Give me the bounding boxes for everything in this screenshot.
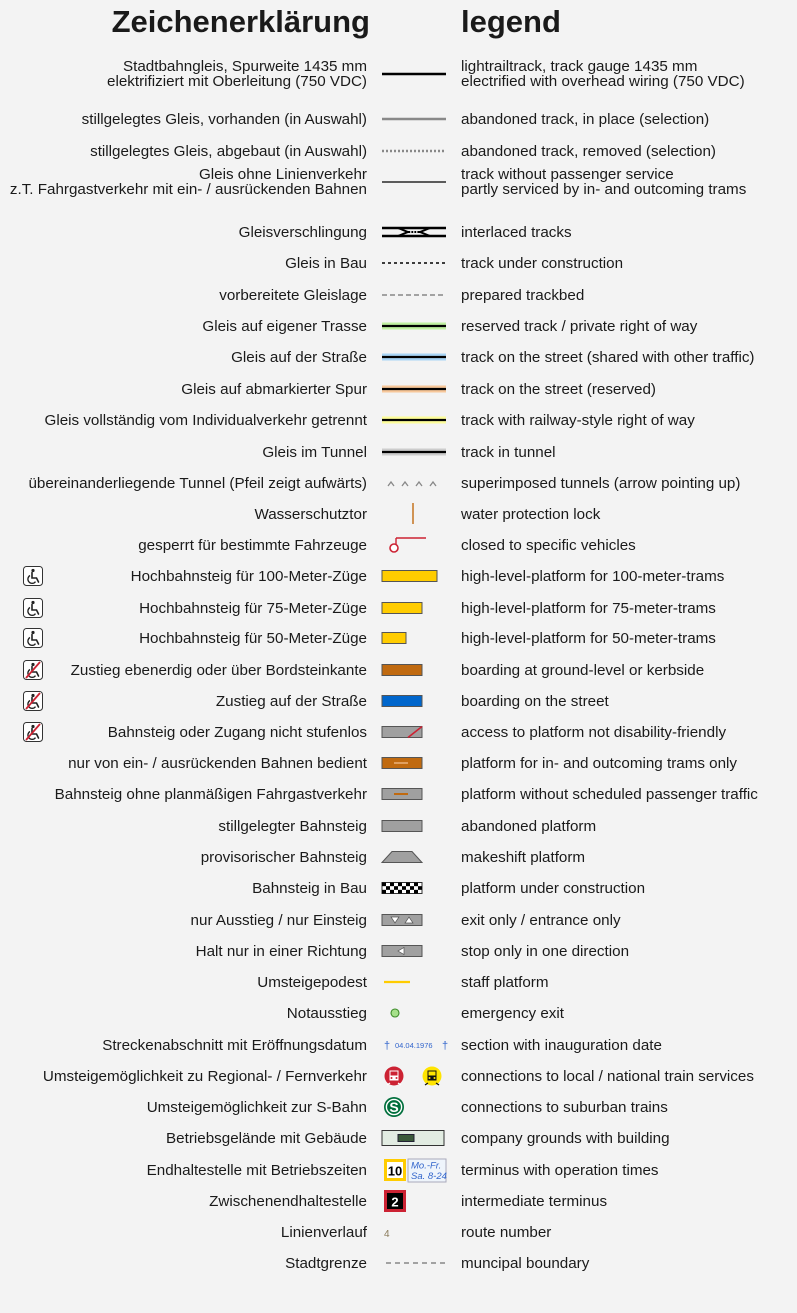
legend-row-platform-no-schedule bbox=[0, 779, 797, 809]
label-de bbox=[43, 1061, 367, 1091]
label-en-line: platform for in- and outcoming trams only bbox=[461, 754, 738, 772]
legend-row-platform-ground bbox=[0, 655, 797, 685]
legend-row-platform-abandoned bbox=[0, 811, 797, 841]
no-wheelchair-icon bbox=[23, 691, 43, 711]
s-bahn-symbol bbox=[380, 1092, 448, 1122]
label-en-line: boarding at ground-level or kerbside bbox=[461, 661, 705, 679]
label-en-line: abandoned platform bbox=[461, 817, 597, 835]
label-en-line: boarding on the street bbox=[461, 692, 609, 710]
legend-row-platform-50 bbox=[0, 623, 797, 653]
track-no-service-symbol bbox=[380, 167, 448, 197]
label-en-line: platform under construction bbox=[461, 879, 646, 897]
legend-row-one-direction bbox=[0, 936, 797, 966]
label-de bbox=[216, 686, 367, 716]
label-de bbox=[285, 1248, 367, 1278]
legend-row-track-removed bbox=[0, 136, 797, 166]
label-de-line: Endhaltestelle mit Betriebszeiten bbox=[146, 1161, 367, 1179]
legend-row-platform-makeshift bbox=[0, 842, 797, 872]
platform-100-symbol bbox=[380, 561, 448, 591]
emergency-exit-symbol bbox=[380, 998, 448, 1028]
label-de-line: Gleis in Bau bbox=[285, 254, 367, 272]
label-en-line: muncipal boundary bbox=[461, 1254, 590, 1272]
label-en-line: track under construction bbox=[461, 254, 624, 272]
label-de-line: vorbereitete Gleislage bbox=[219, 286, 367, 304]
legend-row-track-separated bbox=[0, 405, 797, 435]
platform-50-symbol bbox=[380, 623, 448, 653]
label-en bbox=[461, 811, 596, 841]
intermediate-line-number: 2 bbox=[391, 1194, 399, 1210]
label-de-line: Zwischenendhaltestelle bbox=[209, 1192, 367, 1210]
legend-row-terminus bbox=[0, 1155, 797, 1185]
label-en-line: reserved track / private right of way bbox=[461, 317, 698, 335]
train-connections-symbol bbox=[380, 1061, 448, 1091]
label-en bbox=[461, 136, 716, 166]
label-de bbox=[90, 136, 367, 166]
label-en-line: access to platform not disability-friendly bbox=[461, 723, 727, 741]
label-en-line: makeshift platform bbox=[461, 848, 586, 866]
track-reserved-symbol bbox=[380, 311, 448, 341]
label-en-line: high-level-platform for 75-meter-trams bbox=[461, 599, 716, 617]
track-abandoned-symbol bbox=[380, 104, 448, 134]
label-de bbox=[166, 1123, 367, 1153]
label-de-line: Gleisverschlingung bbox=[238, 223, 367, 241]
label-en bbox=[461, 1217, 551, 1247]
label-de-line: Wasserschutztor bbox=[254, 505, 367, 523]
label-de-line: Umsteigepodest bbox=[257, 973, 367, 991]
label-de-line: Linienverlauf bbox=[280, 1223, 367, 1241]
label-en-line: high-level-platform for 50-meter-trams bbox=[461, 629, 716, 647]
label-de bbox=[201, 842, 367, 872]
label-en bbox=[461, 967, 549, 997]
label-de bbox=[139, 623, 367, 653]
label-en-line: track with railway-style right of way bbox=[461, 411, 695, 429]
s-bahn-glyph: S bbox=[389, 1099, 399, 1115]
legend-row-platform-not-accessible bbox=[0, 717, 797, 747]
label-en bbox=[461, 1030, 662, 1060]
label-de-line: Gleis auf abmarkierter Spur bbox=[181, 380, 367, 398]
label-en bbox=[461, 1092, 668, 1122]
label-en-line: emergency exit bbox=[461, 1004, 564, 1022]
label-en-line: high-level-platform for 100-meter-trams bbox=[461, 567, 725, 585]
label-de bbox=[209, 1186, 367, 1216]
label-en bbox=[461, 1123, 670, 1153]
label-en bbox=[461, 405, 695, 435]
label-en bbox=[461, 686, 609, 716]
label-en-line: superimposed tunnels (arrow pointing up) bbox=[461, 474, 741, 492]
label-en bbox=[461, 104, 709, 134]
label-de-line: Stadtgrenze bbox=[285, 1254, 367, 1272]
terminus-symbol bbox=[380, 1155, 448, 1185]
label-en-line: stop only in one direction bbox=[461, 942, 630, 960]
label-de bbox=[219, 280, 367, 310]
platform-in-out-symbol bbox=[380, 748, 448, 778]
label-de bbox=[10, 167, 367, 197]
track-construction-symbol bbox=[380, 248, 448, 278]
label-de-line: Hochbahnsteig für 100-Meter-Züge bbox=[130, 567, 367, 585]
label-en-line: section with inauguration date bbox=[461, 1036, 662, 1054]
legend-row-track-reserved bbox=[0, 311, 797, 341]
label-de bbox=[71, 655, 367, 685]
label-de-line: Halt nur in einer Richtung bbox=[195, 942, 367, 960]
label-en-line: prepared trackbed bbox=[461, 286, 585, 304]
label-de-line: z.T. Fahrgastverkehr mit ein- / ausrückenden Bahnen bbox=[9, 181, 367, 198]
label-en bbox=[461, 1155, 659, 1185]
label-de-line: Hochbahnsteig für 50-Meter-Züge bbox=[139, 629, 367, 647]
platform-ground-symbol bbox=[380, 655, 448, 685]
label-en-line: staff platform bbox=[461, 973, 549, 991]
label-en-line: connections to local / national train services bbox=[461, 1067, 754, 1085]
label-de bbox=[82, 104, 367, 134]
intermediate-terminus-symbol bbox=[380, 1186, 448, 1216]
legend-row-track-marked bbox=[0, 374, 797, 404]
terminus-line-number: 10 bbox=[387, 1163, 403, 1179]
label-de-line: Umsteigemöglichkeit zu Regional- / Fernverkehr bbox=[42, 1067, 367, 1085]
label-en-line: water protection lock bbox=[461, 505, 601, 523]
route-number-glyph: 4 bbox=[384, 1229, 390, 1240]
label-en bbox=[461, 468, 740, 498]
legend-row-track-street bbox=[0, 342, 797, 372]
label-en bbox=[461, 59, 745, 89]
label-de-line: stillgelegter Bahnsteig bbox=[218, 817, 367, 835]
legend-row-track-construction bbox=[0, 248, 797, 278]
label-de-line: nur von ein- / ausrückenden Bahnen bedient bbox=[68, 754, 367, 772]
label-en bbox=[461, 623, 716, 653]
legend-row-platform-100 bbox=[0, 561, 797, 591]
legend-row-tunnels-superimposed bbox=[0, 468, 797, 498]
label-de-line: Stadtbahngleis, Spurweite 1435 mm bbox=[123, 58, 367, 75]
track-street-symbol bbox=[380, 342, 448, 372]
label-de bbox=[202, 311, 367, 341]
label-en-line: partly serviced by in- and outcoming trams bbox=[461, 181, 747, 198]
label-de bbox=[257, 967, 367, 997]
label-en-line: route number bbox=[461, 1223, 552, 1241]
route-number-symbol bbox=[380, 1217, 448, 1247]
label-de bbox=[262, 437, 367, 467]
label-de-line: Gleis auf der Straße bbox=[231, 348, 367, 366]
label-de bbox=[28, 468, 367, 498]
label-de-line: Hochbahnsteig für 75-Meter-Züge bbox=[139, 599, 367, 617]
label-de-line: übereinanderliegende Tunnel (Pfeil zeigt aufwärts) bbox=[28, 474, 367, 492]
label-en-line: company grounds with building bbox=[461, 1129, 670, 1147]
tunnels-superimposed-symbol bbox=[380, 468, 448, 498]
legend-row-track-electrified bbox=[0, 59, 797, 89]
interlaced-symbol bbox=[380, 217, 448, 247]
label-de-line: Streckenabschnitt mit Eröffnungsdatum bbox=[102, 1036, 367, 1054]
label-de bbox=[196, 936, 367, 966]
title-german: Zeichenerklärung bbox=[111, 4, 370, 39]
track-electrified-symbol bbox=[380, 59, 448, 89]
legend-row-track-tunnel bbox=[0, 437, 797, 467]
label-de bbox=[281, 1217, 367, 1247]
legend-row-platform-construction bbox=[0, 873, 797, 903]
legend-row-water-lock bbox=[0, 499, 797, 529]
wheelchair-icon bbox=[23, 598, 43, 618]
platform-street-symbol bbox=[380, 686, 448, 716]
boundary-symbol bbox=[380, 1248, 448, 1278]
label-en bbox=[461, 936, 629, 966]
legend-row-train-connections bbox=[0, 1061, 797, 1091]
label-en bbox=[461, 311, 697, 341]
label-de bbox=[285, 248, 367, 278]
label-de-line: Gleis ohne Linienverkehr bbox=[198, 166, 367, 183]
label-de-line: Notausstieg bbox=[286, 1004, 367, 1022]
one-direction-symbol bbox=[380, 936, 448, 966]
legend-row-staff-platform bbox=[0, 967, 797, 997]
track-tunnel-symbol bbox=[380, 437, 448, 467]
label-de bbox=[102, 1030, 367, 1060]
label-en-line: exit only / entrance only bbox=[461, 911, 621, 929]
platform-not-accessible-symbol bbox=[380, 717, 448, 747]
company-grounds-symbol bbox=[380, 1123, 448, 1153]
label-en-line: abandoned track, removed (selection) bbox=[461, 142, 716, 160]
label-de bbox=[107, 59, 367, 89]
label-de bbox=[191, 905, 367, 935]
label-en bbox=[461, 1248, 589, 1278]
legend-row-track-no-service bbox=[0, 167, 797, 197]
label-en bbox=[461, 1186, 607, 1216]
legend-row-emergency-exit bbox=[0, 998, 797, 1028]
label-en bbox=[461, 655, 704, 685]
label-de-line: Betriebsgelände mit Gebäude bbox=[166, 1129, 367, 1147]
legend-row-company-grounds bbox=[0, 1123, 797, 1153]
label-de bbox=[181, 374, 367, 404]
legend-row-boundary bbox=[0, 1248, 797, 1278]
track-marked-symbol bbox=[380, 374, 448, 404]
platform-abandoned-symbol bbox=[380, 811, 448, 841]
track-prepared-symbol bbox=[380, 280, 448, 310]
label-en bbox=[461, 530, 636, 560]
label-en-line: electrified with overhead wiring (750 VDC) bbox=[461, 73, 745, 90]
label-en-line: terminus with operation times bbox=[461, 1161, 659, 1179]
label-de-line: Bahnsteig in Bau bbox=[252, 879, 367, 897]
label-en-line: interlaced tracks bbox=[461, 223, 572, 241]
label-de-line: stillgelegtes Gleis, vorhanden (in Auswahl) bbox=[81, 110, 367, 128]
label-de bbox=[252, 873, 367, 903]
label-de bbox=[68, 748, 367, 778]
label-en bbox=[461, 748, 737, 778]
label-de-line: Gleis im Tunnel bbox=[262, 443, 367, 461]
label-de-line: Umsteigemöglichkeit zur S-Bahn bbox=[146, 1098, 367, 1116]
exit-entrance-symbol bbox=[380, 905, 448, 935]
label-de-line: Gleis auf eigener Trasse bbox=[202, 317, 367, 335]
platform-75-symbol bbox=[380, 593, 448, 623]
legend-row-platform-75 bbox=[0, 593, 797, 623]
legend-row-track-prepared bbox=[0, 280, 797, 310]
label-en-line: track without passenger service bbox=[461, 166, 674, 183]
track-separated-symbol bbox=[380, 405, 448, 435]
label-en-line: connections to suburban trains bbox=[461, 1098, 668, 1116]
label-en bbox=[461, 561, 724, 591]
svg-text:†: † bbox=[384, 1040, 391, 1052]
water-lock-symbol bbox=[380, 499, 448, 529]
terminus-times-1: Mo.-Fr. bbox=[411, 1160, 442, 1172]
label-de-line: elektrifiziert mit Oberleitung (750 VDC) bbox=[107, 73, 367, 90]
label-de bbox=[231, 342, 367, 372]
label-en bbox=[461, 998, 564, 1028]
label-de-line: nur Ausstieg / nur Einsteig bbox=[190, 911, 367, 929]
label-en bbox=[461, 374, 656, 404]
label-en bbox=[461, 905, 621, 935]
label-de-line: Bahnsteig oder Zugang nicht stufenlos bbox=[107, 723, 367, 741]
label-de-line: Gleis vollständig vom Individualverkehr getrennt bbox=[44, 411, 367, 429]
inauguration-date-text: 04.04.1976 bbox=[395, 1041, 433, 1050]
closed-vehicles-symbol bbox=[380, 530, 448, 560]
label-de bbox=[131, 561, 367, 591]
label-en-line: platform without scheduled passenger traffic bbox=[461, 785, 758, 803]
label-de bbox=[254, 499, 367, 529]
label-en bbox=[461, 873, 645, 903]
platform-construction-symbol bbox=[380, 873, 448, 903]
label-en bbox=[461, 437, 556, 467]
no-wheelchair-icon bbox=[23, 660, 43, 680]
legend-row-interlaced bbox=[0, 217, 797, 247]
label-de-line: Zustieg ebenerdig oder über Bordsteinkante bbox=[70, 661, 367, 679]
label-en bbox=[461, 248, 623, 278]
label-en bbox=[461, 217, 572, 247]
staff-platform-symbol bbox=[380, 967, 448, 997]
label-en-line: closed to specific vehicles bbox=[461, 536, 636, 554]
label-en bbox=[461, 842, 585, 872]
label-de-line: Zustieg auf der Straße bbox=[215, 692, 367, 710]
legend-row-track-abandoned bbox=[0, 104, 797, 134]
label-de-line: stillgelegtes Gleis, abgebaut (in Auswahl) bbox=[90, 142, 367, 160]
label-en bbox=[461, 779, 758, 809]
label-en bbox=[461, 280, 584, 310]
legend-row-inauguration-date bbox=[0, 1030, 797, 1060]
label-en bbox=[461, 167, 746, 197]
label-en-line: abandoned track, in place (selection) bbox=[461, 110, 710, 128]
label-de-line: provisorischer Bahnsteig bbox=[200, 848, 367, 866]
label-en bbox=[461, 342, 754, 372]
track-removed-symbol bbox=[380, 136, 448, 166]
wheelchair-icon bbox=[23, 628, 43, 648]
label-en-line: track in tunnel bbox=[461, 443, 556, 461]
label-de bbox=[138, 530, 367, 560]
label-de-line: Bahnsteig ohne planmäßigen Fahrgastverkehr bbox=[54, 785, 367, 803]
legend-row-platform-in-out bbox=[0, 748, 797, 778]
platform-no-schedule-symbol bbox=[380, 779, 448, 809]
legend-row-route-number bbox=[0, 1217, 797, 1247]
label-de bbox=[147, 1092, 367, 1122]
legend-row-exit-entrance bbox=[0, 905, 797, 935]
terminus-times-2: Sa. 8-24 bbox=[411, 1171, 447, 1182]
legend-row-platform-street bbox=[0, 686, 797, 716]
title-english: legend bbox=[461, 4, 561, 39]
label-de bbox=[147, 1155, 367, 1185]
label-de bbox=[218, 811, 367, 841]
label-en-line: intermediate terminus bbox=[461, 1192, 608, 1210]
label-en-line: track on the street (reserved) bbox=[461, 380, 656, 398]
legend-row-closed-vehicles bbox=[0, 530, 797, 560]
label-de bbox=[287, 998, 367, 1028]
inauguration-date-symbol bbox=[380, 1030, 448, 1060]
label-en-line: lightrailtrack, track gauge 1435 mm bbox=[461, 58, 698, 75]
no-wheelchair-icon bbox=[23, 722, 43, 742]
label-de bbox=[108, 717, 367, 747]
label-en bbox=[461, 1061, 754, 1091]
label-de bbox=[139, 593, 367, 623]
label-en bbox=[461, 717, 726, 747]
label-en-line: track on the street (shared with other traffic) bbox=[461, 348, 755, 366]
wheelchair-icon bbox=[23, 566, 43, 586]
label-en bbox=[461, 499, 600, 529]
legend-row-s-bahn bbox=[0, 1092, 797, 1122]
platform-makeshift-symbol bbox=[380, 842, 448, 872]
label-en bbox=[461, 593, 716, 623]
label-de bbox=[45, 405, 367, 435]
label-de bbox=[55, 779, 367, 809]
svg-text:†: † bbox=[442, 1040, 448, 1052]
label-de bbox=[239, 217, 367, 247]
legend-row-intermediate-terminus bbox=[0, 1186, 797, 1216]
label-de-line: gesperrt für bestimmte Fahrzeuge bbox=[138, 536, 367, 554]
